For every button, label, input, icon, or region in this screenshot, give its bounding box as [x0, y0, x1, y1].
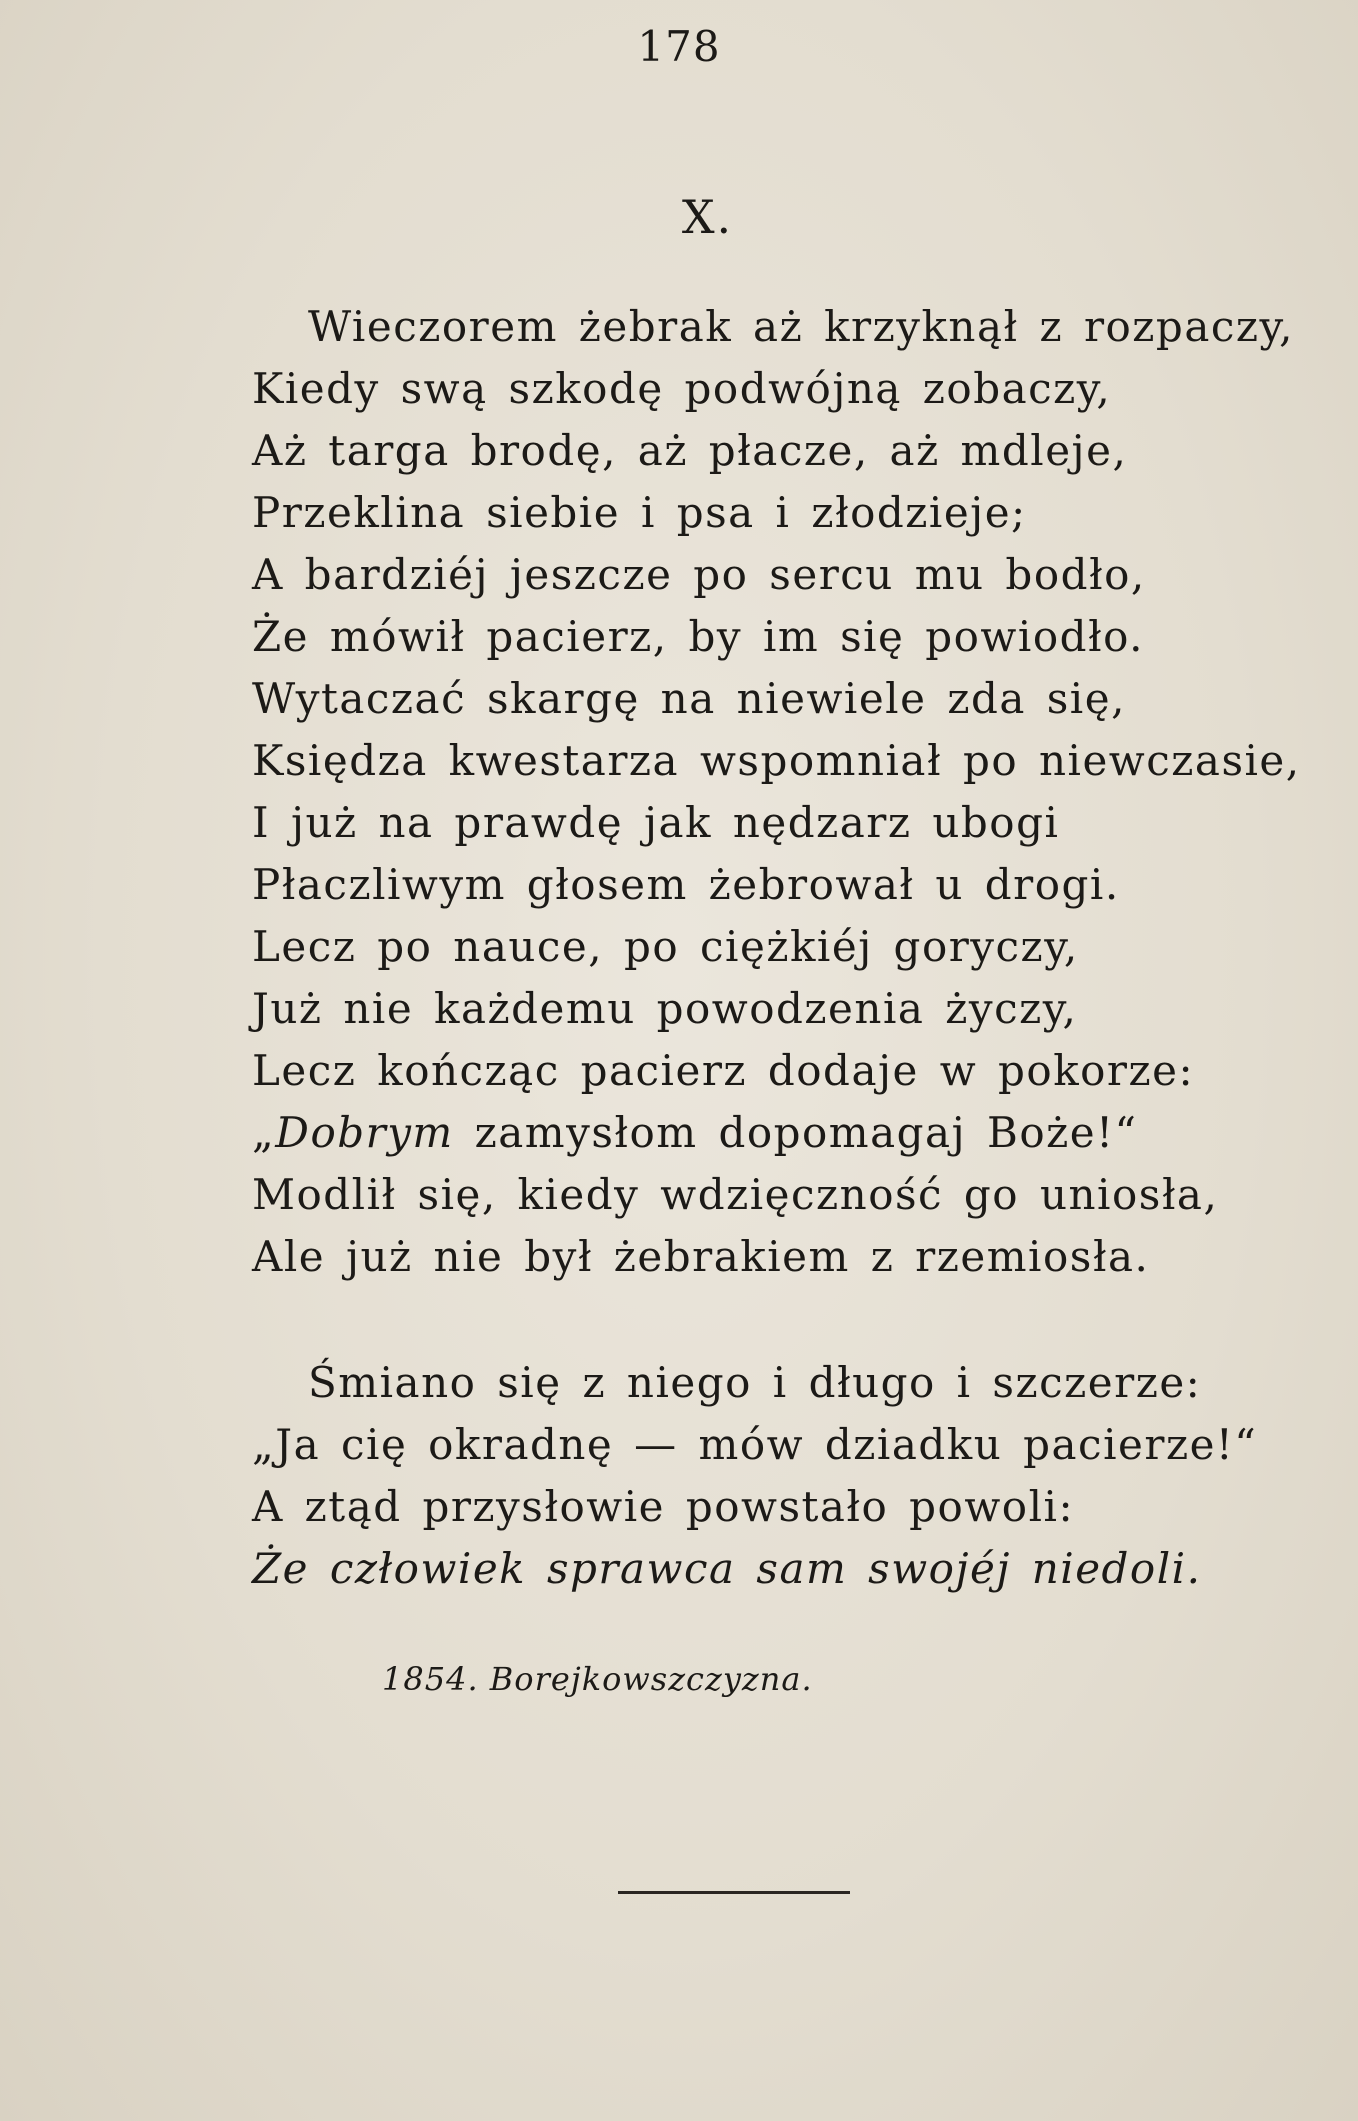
section-title: X. [681, 190, 734, 244]
italic-word: Dobrym [275, 1108, 454, 1157]
verse-line: Księdza kwestarza wspomniał po niewczasie, [252, 736, 1301, 785]
verse-line: Już nie każdemu powodzenia życzy, [252, 984, 1078, 1033]
verse-line: Lecz kończąc pacierz dodaje w pokorze: [252, 1046, 1195, 1095]
verse-line: Przeklina siebie i psa i złodzieje; [252, 488, 1027, 537]
verse-line: Modlił się, kiedy wdzięczność go uniosła, [252, 1170, 1219, 1219]
verse-line: Płaczliwym głosem żebrował u drogi. [252, 860, 1120, 909]
verse-line: Wieczorem żebrak aż krzyknął z rozpaczy, [308, 302, 1295, 351]
verse-line: A ztąd przysłowie powstało powoli: [252, 1482, 1075, 1531]
verse-line: Wytaczać skargę na niewiele zda się, [252, 674, 1126, 723]
stanza-1 [252, 296, 1301, 1288]
verse-line-quote [252, 1102, 1301, 1164]
verse-line: A bardziéj jeszcze po sercu mu bodło, [252, 550, 1146, 599]
verse-line: Śmiano się z niego i długo i szczerze: [308, 1358, 1202, 1407]
verse-line: Kiedy swą szkodę podwójną zobaczy, [252, 364, 1112, 413]
verse-line: Że mówił pacierz, by im się powiodło. [252, 612, 1145, 661]
page-number: 178 [637, 22, 721, 71]
verse-line: Aż targa brodę, aż płacze, aż mdleje, [252, 426, 1128, 475]
date-place-signature: 1854. Borejkowszczyzna. [382, 1660, 813, 1698]
quote-open-mark: „ [252, 1108, 276, 1157]
end-rule-divider [618, 1891, 850, 1894]
verse-line: I już na prawdę jak nędzarz ubogi [252, 798, 1060, 847]
verse-line: Lecz po nauce, po ciężkiéj goryczy, [252, 922, 1079, 971]
stanza-2 [252, 1352, 1257, 1600]
verse-line: „Ja cię okradnę — mów dziadku pacierze!“ [252, 1420, 1258, 1469]
verse-line-moral: Że człowiek sprawca sam swojéj niedoli. [252, 1544, 1202, 1593]
quote-rest: zamysłom dopomagaj Boże!“ [453, 1108, 1138, 1157]
verse-line: Ale już nie był żebrakiem z rzemiosła. [252, 1232, 1150, 1281]
